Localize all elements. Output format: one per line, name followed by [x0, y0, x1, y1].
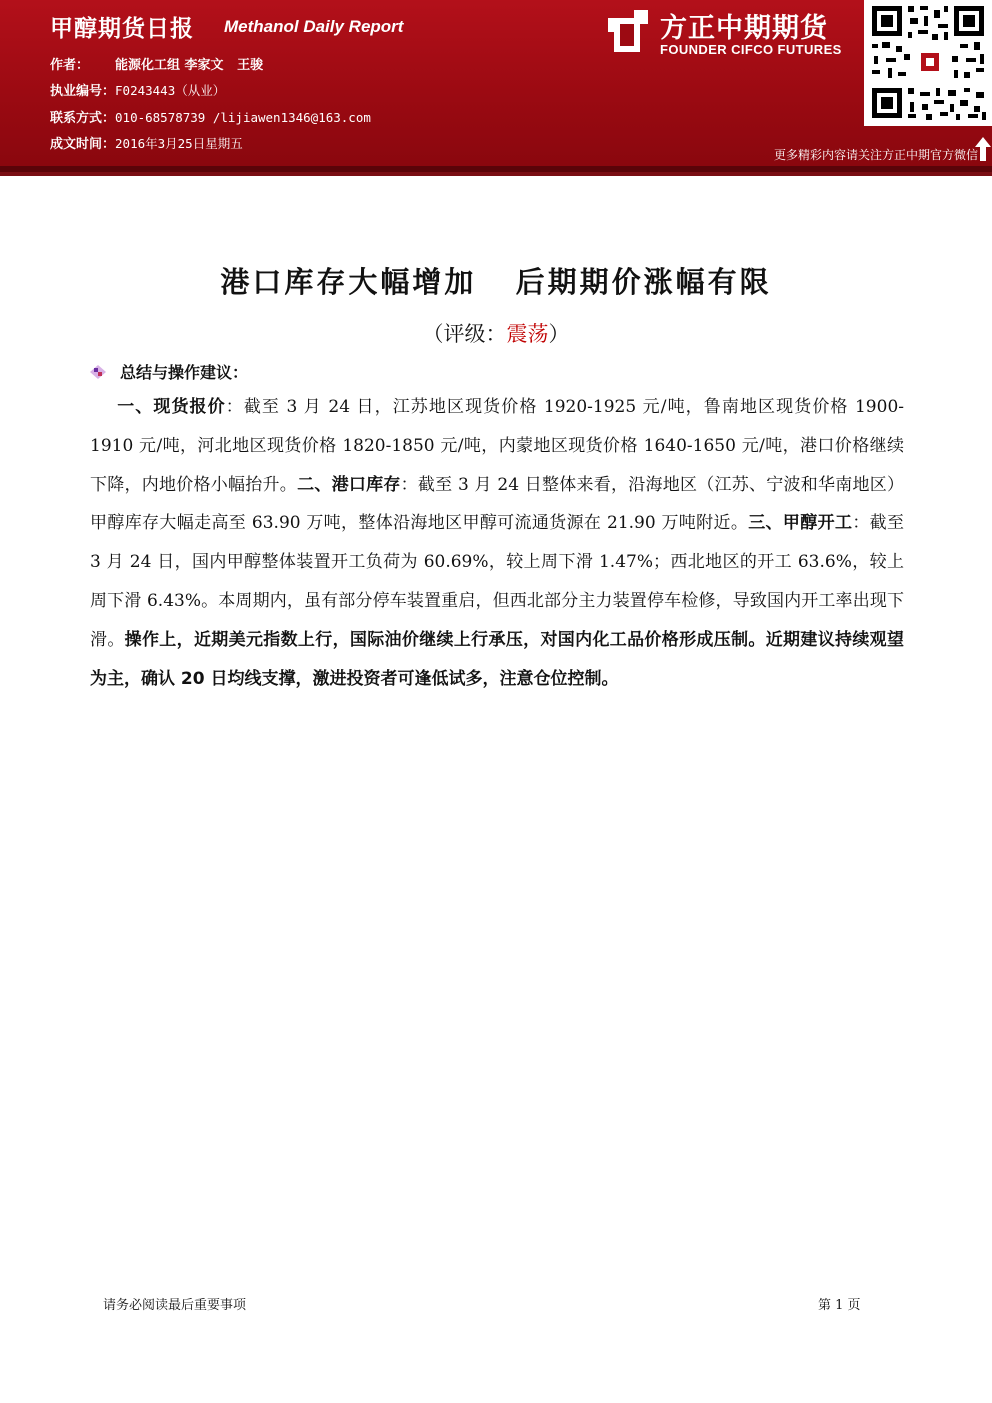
report-title-en: Methanol Daily Report [224, 17, 404, 36]
page-number: 第 1 页 [818, 1298, 861, 1313]
rating-value: 震荡 [506, 322, 549, 346]
diamond-bullet-icon [90, 365, 106, 379]
operating-rate-label: 三、甲醇开工 [748, 513, 853, 534]
port-inventory-label: 二、港口库存 [297, 474, 401, 495]
founder-logo-icon [604, 8, 650, 54]
author-label: 作者： [50, 58, 90, 73]
report-title-cn: 甲醇期货日报 [50, 16, 194, 42]
contact-label: 联系方式： [50, 111, 116, 126]
license-value: F0243443（从业） [115, 83, 226, 98]
rating-prefix: （评级： [422, 322, 507, 346]
rating [0, 318, 992, 348]
rating-suffix: ） [548, 322, 570, 346]
article-body [90, 388, 904, 698]
company-name-cn: 方正中期期货 [660, 13, 828, 44]
contact-value: 010-68578739 /lijiawen1346@163.com [115, 110, 371, 125]
section-heading [90, 360, 248, 383]
date-label: 成文时间： [50, 137, 116, 152]
operating-rate-text: ：截至 3 月 24 日，国内甲醇整体装置开工负荷为 60.69%，较上周下滑 1.47%；西北地区的开工 63.6%，较上周下滑 6.43%。本周期内，虽有部分停车装置重启，但西北部分主力装置停车检修，导致国内开工率出现下滑。 [90, 513, 905, 650]
article-title: 港口库存大幅增加 后期期价涨幅有限 [220, 265, 772, 299]
license-label: 执业编号： [50, 84, 116, 99]
port-inventory-text: ：截至 3 月 24 日整体来看，沿海地区（江苏、宁波和华南地区）甲醇库存大幅走高至 63.90 万吨，整体沿海地区甲醇可流通货源在 21.90 万吨附近。 [90, 474, 905, 534]
spot-price-text: ：截至 3 月 24 日，江苏地区现货价格 1920-1925 元/吨，鲁南地区现货价格 1900-1910 元/吨，河北地区现货价格 1820-1850 元/吨，内蒙地区现货价格 1640-1650 元/吨，港口价格继续下降，内地价格小幅抬升。 [90, 397, 905, 495]
qr-code-icon[interactable] [864, 0, 992, 126]
header-banner [0, 0, 992, 166]
date-value: 2016年3月25日星期五 [115, 136, 243, 151]
author-value: 能源化工组 李家文 王骏 [115, 58, 264, 73]
footer-notice: 请务必阅读最后重要事项 [103, 1298, 247, 1313]
header-divider-lower [0, 172, 992, 176]
company-name-en: FOUNDER CIFCO FUTURES [660, 42, 842, 57]
author-row [50, 54, 263, 73]
contact-row [50, 107, 371, 126]
license-row [50, 80, 225, 99]
spot-price-label: 一、现货报价 [117, 397, 226, 417]
follow-wechat-text: 更多精彩内容请关注方正中期官方微信 [773, 148, 978, 162]
section-heading-text: 总结与操作建议： [120, 363, 249, 382]
up-arrow-icon [974, 136, 992, 162]
date-row [50, 133, 243, 152]
trading-advice: 操作上，近期美元指数上行，国际油价继续上行承压，对国内化工品价格形成压制。近期建议持续观望为主，确认 20 日均线支撑，激进投资者可逢低试多，注意仓位控制。 [90, 629, 905, 689]
